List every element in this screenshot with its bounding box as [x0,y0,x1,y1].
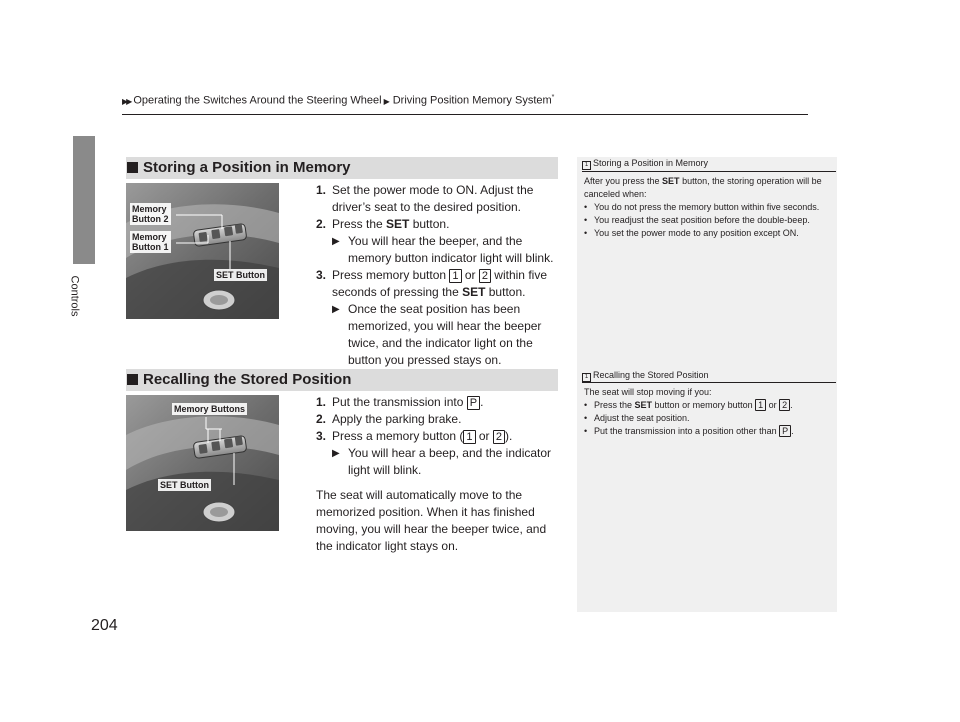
storing-steps [316,182,556,369]
door-panel-illustration [126,395,279,531]
section-heading-storing: Storing a Position in Memory [126,157,558,179]
chapter-tab [73,136,95,264]
key-1: 1 [463,430,475,444]
label-memory-button-1: Memory Button 1 [132,232,169,252]
step-2: 2. Press the SET button. [316,217,450,231]
recalling-steps [316,394,556,479]
asterisk: * [551,94,555,101]
recalling-photo [126,395,279,531]
step-1: 1. Put the transmission into P . [316,395,484,409]
note-bullet: • Adjust the seat position. [584,412,832,425]
double-arrow-icon: ▶▶ [122,96,131,106]
breadcrumb-part-1: Operating the Switches Around the Steering Wheel [133,94,382,107]
key-1: 1 [449,269,461,283]
note-title-storing: 1 Storing a Position in Memory [582,158,708,170]
key-2: 2 [493,430,505,444]
key-1: 1 [755,399,766,411]
step-3: 3. Press a memory button ( 1 or 2 ). [316,429,513,443]
recall-paragraph: The seat will automatically move to the memorized position. When it has finished moving, you will hear the beeper twice, and the indicator light stays on. [316,488,547,553]
note-bullet: • Put the transmission into a position other than P . [584,425,832,438]
step-3-result: ▶ Once the seat position has been memorized, you will hear the beeper twice, and the indicator light on the button you pressed stays on. [316,301,556,369]
breadcrumb-part-2: Driving Position Memory System [392,94,552,107]
label-set-button: SET Button [216,270,266,280]
label-set-button: SET Button [160,480,210,490]
header-rule [122,114,808,115]
step-2: 2. Apply the parking brake. [316,412,462,426]
arrow-icon: ▶ [383,96,390,106]
note-icon: 1 [582,373,591,382]
label-memory-button-2: Memory Button 2 [132,204,169,224]
key-p: P [779,425,791,437]
section-heading-recalling: Recalling the Stored Position [126,369,558,391]
note-bullet: • Press the SET button or memory button 1 or 2 . [584,399,832,412]
note-title-recalling: 1 Recalling the Stored Position [582,370,709,382]
key-p: P [467,396,480,410]
square-bullet-icon [127,162,138,173]
note-body-recalling: The seat will stop moving if you: • Press the SET button or memory button 1 or 2 . • Adjust the seat position. • Put the transmission into a position other than P . [584,386,832,438]
note-icon: 1 [582,161,591,170]
note-body-storing: After you press the SET button, the storing operation will be canceled when: • You do not press the memory button within five seconds. • You readjust the seat position before the double-beep. • You set the power mode to any position except ON. [584,175,832,240]
note-bullet: • You readjust the seat position before the double-beep. [584,214,832,227]
note-bullet: • You set the power mode to any position except ON. [584,227,832,240]
chapter-label: Controls [68,275,81,317]
step-3-result: ▶ You will hear a beep, and the indicator light will blink. [316,445,556,479]
note-bullet: • You do not press the memory button within five seconds. [584,201,832,214]
step-1: 1. Set the power mode to ON. Adjust the driver’s seat to the desired position. [316,183,534,214]
key-2: 2 [779,399,790,411]
storing-photo [126,183,279,319]
breadcrumb [122,94,554,107]
step-3: 3. Press memory button 1 or 2 within five seconds of pressing the SET button. [316,268,547,299]
step-2-result: ▶ You will hear the beeper, and the memory button indicator light will blink. [316,233,556,267]
note-rule [582,171,836,172]
label-memory-buttons: Memory Buttons [174,404,246,414]
note-rule [582,382,836,383]
key-2: 2 [479,269,491,283]
page-number: 204 [91,617,118,634]
square-bullet-icon [127,374,138,385]
